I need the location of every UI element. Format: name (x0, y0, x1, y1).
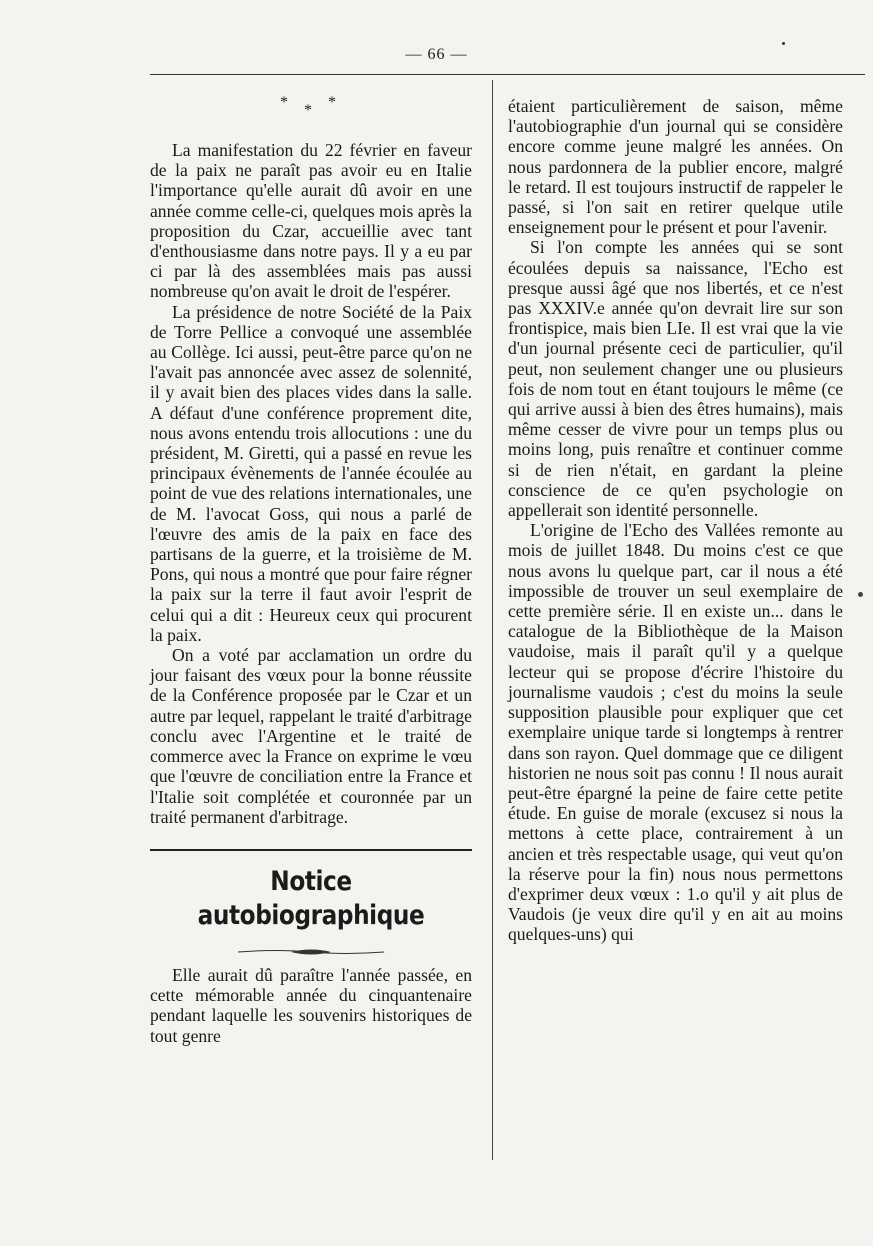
ornament-divider (150, 941, 472, 953)
right-column (508, 96, 843, 945)
asterism-star: * (328, 94, 342, 111)
left-column (150, 96, 472, 1046)
header-rule (150, 74, 865, 75)
column-divider (492, 80, 493, 1160)
asterism-star: * (304, 102, 318, 119)
section-title: Notice autobiographique (197, 865, 425, 931)
section-rule (150, 849, 472, 851)
paragraph: Si l'on compte les années qui se sont écoulées depuis sa naissance, l'Echo est presque aussi âgé que nos libertés, et ce n'est pas XXXIV.e année qu'on devrait lire sur son frontispice, mais bien LIe. Il est vrai que la vie d'un journal présente ceci de particulier, qu'il peut, non seulement changer une ou plusieurs fois de nom tout en étant toujours le même (ce qui arrive aussi à bien des êtres humains), mais même cesser de vivre pour un temps plus ou moins long, puis renaître et continuer comme si de rien n'était, en gardant la pleine conscience de ce qu'en psychologie on appellerait son identité personnelle. (508, 237, 843, 521)
asterism-star: * (280, 94, 294, 111)
paragraph: La présidence de notre Société de la Paix de Torre Pellice a convoqué une assemblée au Collège. Ici aussi, peut-être parce qu'on ne l'avait pas annoncée avec assez de solennité, il y avait bien des places vides dans la salle. A défaut d'une conférence proprement dite, nous avons entendu trois allocutions : une du président, M. Giretti, qui a passé en revue les principaux évènements de l'année écoulée au point de vue des relations internationales, une de M. l'avocat Goss, qui nous a parlé de l'œuvre des amis de la paix en face des partisans de la guerre, et la troisième de M. Pons, qui nous a montré que pour faire régner la paix sur la terre il faut avoir l'esprit de celui qui a dit : Heureux ceux qui procurent la paix. (150, 301, 472, 645)
ink-speck (858, 592, 863, 597)
paragraph: L'origine de l'Echo des Vallées remonte au mois de juillet 1848. Du moins c'est ce que nous avons lu quelque part, car il nous a été impossible de trouver un seul exemplaire de cette première série. Il en existe un... dans le catalogue de la Bibliothèque de la Maison vaudoise, mais il paraît qu'il y a quelque lecteur qui se propose d'écrire l'histoire du journalisme vaudois ; c'est du moins la seule supposition plausible pour expliquer que cet exemplaire unique tarde si longtemps à rentrer dans son rayon. Quel dommage que ce diligent historien ne nous soit pas connu ! Il nous aurait peut-être épargné la peine de faire cette petite étude. En guise de morale (excusez si nous la mettons à cette place, contrairement à un ancien et très respectable usage, qui veut qu'on la réserve pour la fin) nous nous permettons d'exprimer deux vœux : 1.o qu'il y ait plus de Vaudois (je veux dire qu'il y en ait au moins quelques-uns) qui (508, 520, 843, 945)
ink-speck (782, 42, 785, 45)
paragraph: étaient particulièrement de saison, même l'autobiographie d'un journal qui se considère encore comme jeune malgré les années. On nous pardonnera de la publier encore, malgré le retard. Il est toujours instructif de rappeler le passé, si l'on sait en retirer quelque utile enseignement pour le présent et pour l'avenir. (508, 96, 843, 238)
paragraph: On a voté par acclamation un ordre du jour faisant des vœux pour la bonne réussite de la Conférence proposée par le Czar et un autre par lequel, rappelant le traité d'arbitrage conclu avec l'Argentine et le traité de commerce avec la France on exprime le vœu que l'œuvre de conciliation entre la France et l'Italie soit complétée et couronnée par un traité permanent d'arbitrage. (150, 645, 472, 827)
asterism (150, 96, 472, 122)
page-number: — 66 — (405, 46, 468, 63)
paragraph: Elle aurait dû paraître l'année passée, en cette mémorable année du cinquantenaire pendant laquelle les souvenirs historiques de tout genre (150, 964, 472, 1046)
paragraph: La manifestation du 22 février en faveur de la paix ne paraît pas avoir eu en Italie l'importance qu'elle aurait dû avoir en une année comme celle-ci, quelques mois après la proposition du Czar, accueillie avec tant d'enthousiasme dans notre pays. Il y a eu par ci par là des assemblées mais pas aussi nombreuse qu'on avait le droit de l'espérer. (150, 140, 472, 302)
